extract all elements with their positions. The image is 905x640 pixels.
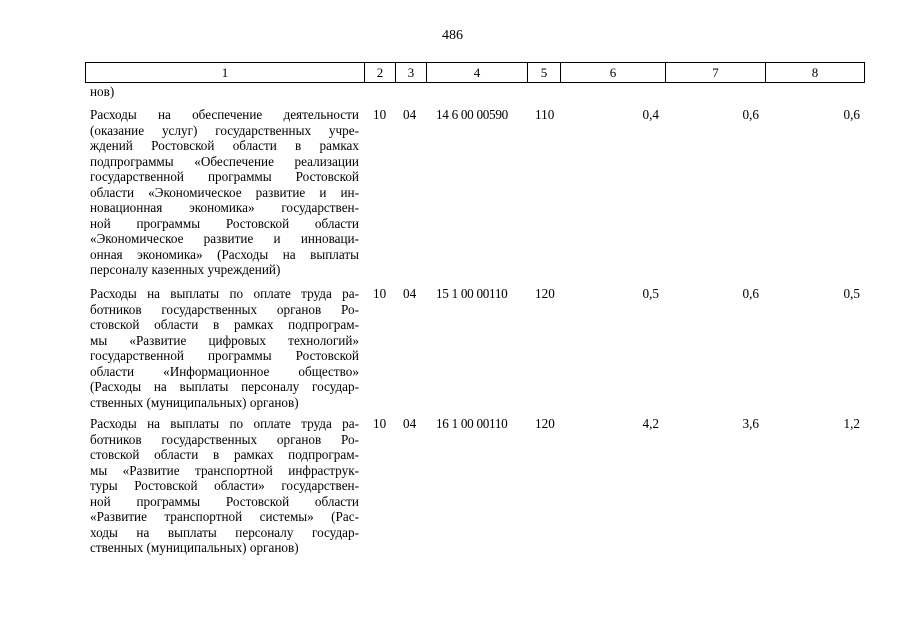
value-col-6: 4,2 xyxy=(642,416,659,431)
description-line: Расходы на выплаты по оплате труда ра- xyxy=(90,416,359,431)
value-col-8: 0,6 xyxy=(843,107,860,122)
description-line: стовской области в рамках подпрограм- xyxy=(90,317,359,332)
section-code: 10 xyxy=(373,107,387,122)
value-col-6: 0,5 xyxy=(642,286,659,301)
target-article-code: 16 1 00 00110 xyxy=(436,416,508,431)
section-code: 10 xyxy=(373,416,387,431)
expense-type-code: 120 xyxy=(535,416,555,431)
description-line: области «Экономическое развитие и ин- xyxy=(90,184,359,200)
description-line: онная экономика» (Расходы на выплаты xyxy=(90,246,359,262)
target-article-code: 14 6 00 00590 xyxy=(436,107,508,122)
header-col-3: 3 xyxy=(396,63,427,82)
description-line: (Расходы на выплаты персоналу государ- xyxy=(90,379,359,394)
description-line: области «Информационное общество» xyxy=(90,363,359,379)
header-col-2: 2 xyxy=(365,63,396,82)
header-col-5: 5 xyxy=(528,63,561,82)
description-line: ходы на выплаты персоналу государ- xyxy=(90,524,359,540)
header-col-8: 8 xyxy=(811,65,819,80)
description-line: ботников государственных органов Ро- xyxy=(90,301,359,317)
header-col-1: 1 xyxy=(86,63,365,82)
table-header xyxy=(85,62,865,83)
description-line: ственных (муниципальных) органов) xyxy=(90,394,299,410)
target-article-code: 15 1 00 00110 xyxy=(436,286,508,301)
row-description xyxy=(90,416,359,556)
description-line: «Развитие транспортной системы» (Рас- xyxy=(90,509,359,524)
description-line: мы «Развитие цифровых технологий» xyxy=(90,332,359,348)
value-col-7: 3,6 xyxy=(742,416,759,431)
description-line: новационная экономика» государствен- xyxy=(90,200,359,215)
description-line: Расходы на выплаты по оплате труда ра- xyxy=(90,286,359,301)
value-col-7: 0,6 xyxy=(742,107,759,122)
description-line: ной программы Ростовской области xyxy=(90,493,359,509)
description-line: ственных (муниципальных) органов) xyxy=(90,540,299,555)
description-line: мы «Развитие транспортной инфраструк- xyxy=(90,462,359,478)
row-description xyxy=(90,286,359,410)
header-col-7: 7 xyxy=(666,63,766,82)
description-line: ботников государственных органов Ро- xyxy=(90,431,359,447)
header-col-6: 6 xyxy=(561,63,666,82)
description-line: государственной программы Ростовской xyxy=(90,169,359,184)
subsection-code: 04 xyxy=(403,286,417,301)
value-col-8: 1,2 xyxy=(843,416,860,431)
value-col-7: 0,6 xyxy=(742,286,759,301)
description-line: государственной программы Ростовской xyxy=(90,348,359,363)
page-number: 486 xyxy=(442,28,463,43)
description-line: Расходы на обеспечение деятельности xyxy=(90,107,359,122)
description-line: ной программы Ростовской области xyxy=(90,215,359,231)
description-line: (оказание услуг) государственных учре- xyxy=(90,122,359,138)
value-col-8: 0,5 xyxy=(843,286,860,301)
description-line: стовской области в рамках подпрограм- xyxy=(90,447,359,462)
continuation-text: нов) xyxy=(90,84,115,99)
description-line: ждений Ростовской области в рамках xyxy=(90,138,359,153)
value-col-6: 0,4 xyxy=(642,107,659,122)
header-col-4: 4 xyxy=(427,63,528,82)
description-line: персоналу казенных учреждений) xyxy=(90,262,281,277)
description-line: подпрограммы «Обеспечение реализации xyxy=(90,153,359,169)
description-line: туры Ростовской области» государствен- xyxy=(90,478,359,493)
subsection-code: 04 xyxy=(403,416,417,431)
section-code: 10 xyxy=(373,286,387,301)
description-line: «Экономическое развитие и инноваци- xyxy=(90,231,359,246)
expense-type-code: 120 xyxy=(535,286,555,301)
row-description xyxy=(90,107,359,278)
subsection-code: 04 xyxy=(403,107,417,122)
expense-type-code: 110 xyxy=(535,107,555,122)
